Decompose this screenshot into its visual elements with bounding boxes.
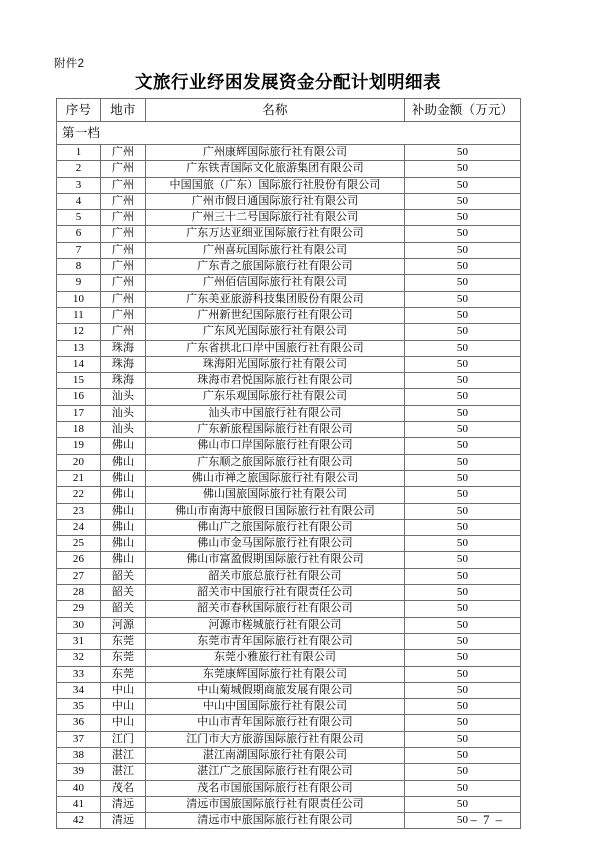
cell-city: 中山 [101, 682, 146, 698]
cell-city: 东莞 [101, 666, 146, 682]
cell-name: 中国国旅（广东）国际旅行社股份有限公司 [146, 177, 405, 193]
table-body [57, 122, 521, 829]
cell-index: 20 [57, 454, 101, 470]
table-row [57, 373, 521, 389]
cell-name: 韶关市旅总旅行社有限公司 [146, 568, 405, 584]
cell-amount: 50 [405, 699, 521, 715]
cell-city: 广州 [101, 193, 146, 209]
cell-city: 韶关 [101, 601, 146, 617]
cell-name: 佛山广之旅国际旅行社有限公司 [146, 519, 405, 535]
cell-index: 42 [57, 813, 101, 829]
cell-city: 珠海 [101, 356, 146, 372]
cell-name: 广东万达亚细亚国际旅行社有限公司 [146, 226, 405, 242]
cell-name: 佛山国旅国际旅行社有限公司 [146, 487, 405, 503]
table-row [57, 715, 521, 731]
cell-name: 江门市大方旅游国际旅行社有限公司 [146, 731, 405, 747]
cell-name: 珠海市君悦国际旅行社有限公司 [146, 373, 405, 389]
table-row [57, 356, 521, 372]
cell-city: 佛山 [101, 552, 146, 568]
table-row [57, 503, 521, 519]
table-row [57, 585, 521, 601]
cell-index: 32 [57, 650, 101, 666]
cell-amount: 50 [405, 764, 521, 780]
table-row [57, 226, 521, 242]
cell-city: 佛山 [101, 454, 146, 470]
cell-city: 清远 [101, 813, 146, 829]
cell-name: 清远市国旅国际旅行社有限责任公司 [146, 796, 405, 812]
cell-amount: 50 [405, 650, 521, 666]
table-row [57, 242, 521, 258]
table-row [57, 340, 521, 356]
allocation-table [56, 98, 521, 829]
cell-amount: 50 [405, 161, 521, 177]
cell-name: 中山菊城假期商旅发展有限公司 [146, 682, 405, 698]
table-row [57, 666, 521, 682]
table-row [57, 601, 521, 617]
cell-city: 湛江 [101, 764, 146, 780]
cell-index: 28 [57, 585, 101, 601]
cell-name: 东莞市青年国际旅行社有限公司 [146, 633, 405, 649]
cell-index: 18 [57, 422, 101, 438]
cell-name: 广东乐观国际旅行社有限公司 [146, 389, 405, 405]
cell-amount: 50 [405, 307, 521, 323]
cell-amount: 50 [405, 405, 521, 421]
cell-city: 广州 [101, 226, 146, 242]
cell-amount: 50 [405, 552, 521, 568]
table-row [57, 470, 521, 486]
cell-index: 1 [57, 145, 101, 161]
column-header-index: 序号 [57, 99, 101, 122]
cell-name: 广东美亚旅游科技集团股份有限公司 [146, 291, 405, 307]
cell-city: 佛山 [101, 438, 146, 454]
cell-city: 汕头 [101, 389, 146, 405]
table-row [57, 764, 521, 780]
cell-name: 东莞小雅旅行社有限公司 [146, 650, 405, 666]
cell-amount: 50 [405, 275, 521, 291]
table-row [57, 259, 521, 275]
cell-city: 汕头 [101, 405, 146, 421]
cell-city: 广州 [101, 307, 146, 323]
attachment-label: 附件2 [54, 58, 85, 70]
column-header-name: 名称 [146, 99, 405, 122]
table-row [57, 438, 521, 454]
section-header-row [57, 122, 521, 145]
cell-name: 佛山市禅之旅国际旅行社有限公司 [146, 470, 405, 486]
cell-index: 24 [57, 519, 101, 535]
table-row [57, 161, 521, 177]
table-row [57, 699, 521, 715]
table-row [57, 617, 521, 633]
cell-index: 22 [57, 487, 101, 503]
cell-amount: 50 [405, 617, 521, 633]
cell-name: 珠海阳光国际旅行社有限公司 [146, 356, 405, 372]
table-row [57, 405, 521, 421]
table-row [57, 747, 521, 763]
cell-index: 2 [57, 161, 101, 177]
cell-city: 韶关 [101, 568, 146, 584]
cell-amount: 50 [405, 487, 521, 503]
table-row [57, 210, 521, 226]
cell-amount: 50 [405, 568, 521, 584]
cell-index: 13 [57, 340, 101, 356]
table-row [57, 454, 521, 470]
cell-name: 广东铁青国际文化旅游集团有限公司 [146, 161, 405, 177]
cell-amount: 50 [405, 780, 521, 796]
cell-index: 21 [57, 470, 101, 486]
cell-name: 中山中国国际旅行社有限公司 [146, 699, 405, 715]
cell-amount: 50 [405, 210, 521, 226]
table-row [57, 796, 521, 812]
cell-city: 河源 [101, 617, 146, 633]
cell-amount: 50 [405, 470, 521, 486]
cell-city: 广州 [101, 210, 146, 226]
cell-amount: 50 [405, 519, 521, 535]
cell-name: 清远市中旅国际旅行社有限公司 [146, 813, 405, 829]
cell-index: 27 [57, 568, 101, 584]
page-title: 文旅行业纾困发展资金分配计划明细表 [135, 72, 441, 92]
cell-city: 广州 [101, 324, 146, 340]
cell-amount: 50 [405, 226, 521, 242]
cell-city: 广州 [101, 242, 146, 258]
cell-index: 25 [57, 536, 101, 552]
cell-city: 广州 [101, 177, 146, 193]
cell-city: 珠海 [101, 373, 146, 389]
cell-amount: 50 [405, 259, 521, 275]
column-header-amount: 补助金额（万元） [405, 99, 521, 122]
cell-amount: 50 [405, 389, 521, 405]
cell-index: 23 [57, 503, 101, 519]
cell-index: 38 [57, 747, 101, 763]
section-label: 第一档 [57, 122, 521, 145]
table-row [57, 291, 521, 307]
table-row [57, 422, 521, 438]
cell-index: 30 [57, 617, 101, 633]
cell-name: 佛山市金马国际旅行社有限公司 [146, 536, 405, 552]
table-row [57, 552, 521, 568]
cell-name: 中山市青年国际旅行社有限公司 [146, 715, 405, 731]
cell-name: 广州三十二号国际旅行社有限公司 [146, 210, 405, 226]
cell-amount: 50 [405, 373, 521, 389]
page-number [0, 812, 600, 828]
table-row [57, 487, 521, 503]
cell-amount: 50 [405, 585, 521, 601]
table-row [57, 177, 521, 193]
table-row [57, 389, 521, 405]
cell-amount: 50 [405, 356, 521, 372]
cell-name: 广州喜玩国际旅行社有限公司 [146, 242, 405, 258]
cell-name: 东莞康辉国际旅行社有限公司 [146, 666, 405, 682]
cell-amount: 50 [405, 601, 521, 617]
cell-index: 16 [57, 389, 101, 405]
cell-city: 珠海 [101, 340, 146, 356]
cell-city: 广州 [101, 259, 146, 275]
table-header [57, 99, 521, 122]
cell-index: 29 [57, 601, 101, 617]
cell-city: 广州 [101, 161, 146, 177]
table-row [57, 633, 521, 649]
cell-amount: 50 [405, 813, 521, 829]
cell-name: 韶关市中国旅行社有限责任公司 [146, 585, 405, 601]
column-header-city: 地市 [101, 99, 146, 122]
cell-name: 汕头市中国旅行社有限公司 [146, 405, 405, 421]
cell-index: 12 [57, 324, 101, 340]
cell-amount: 50 [405, 666, 521, 682]
cell-index: 3 [57, 177, 101, 193]
table-row [57, 780, 521, 796]
cell-index: 10 [57, 291, 101, 307]
cell-amount: 50 [405, 454, 521, 470]
cell-index: 37 [57, 731, 101, 747]
cell-index: 6 [57, 226, 101, 242]
cell-city: 中山 [101, 699, 146, 715]
cell-index: 19 [57, 438, 101, 454]
cell-city: 佛山 [101, 519, 146, 535]
cell-name: 广州新世纪国际旅行社有限公司 [146, 307, 405, 323]
cell-index: 5 [57, 210, 101, 226]
cell-index: 9 [57, 275, 101, 291]
cell-index: 17 [57, 405, 101, 421]
cell-amount: 50 [405, 291, 521, 307]
cell-city: 清远 [101, 796, 146, 812]
cell-index: 14 [57, 356, 101, 372]
table-row [57, 536, 521, 552]
cell-name: 湛江广之旅国际旅行社有限公司 [146, 764, 405, 780]
cell-name: 韶关市春秋国际旅行社有限公司 [146, 601, 405, 617]
cell-city: 韶关 [101, 585, 146, 601]
cell-index: 31 [57, 633, 101, 649]
cell-amount: 50 [405, 242, 521, 258]
cell-amount: 50 [405, 177, 521, 193]
cell-index: 35 [57, 699, 101, 715]
cell-city: 汕头 [101, 422, 146, 438]
table-row [57, 650, 521, 666]
cell-name: 佛山市南海中旅假日国际旅行社有限公司 [146, 503, 405, 519]
cell-name: 广东风光国际旅行社有限公司 [146, 324, 405, 340]
cell-index: 41 [57, 796, 101, 812]
cell-name: 广东顺之旅国际旅行社有限公司 [146, 454, 405, 470]
cell-index: 7 [57, 242, 101, 258]
cell-name: 湛江南湖国际旅行社有限公司 [146, 747, 405, 763]
cell-name: 广州佰信国际旅行社有限公司 [146, 275, 405, 291]
cell-index: 4 [57, 193, 101, 209]
cell-amount: 50 [405, 536, 521, 552]
table-row [57, 568, 521, 584]
cell-amount: 50 [405, 193, 521, 209]
cell-amount: 50 [405, 682, 521, 698]
cell-city: 东莞 [101, 650, 146, 666]
cell-amount: 50 [405, 731, 521, 747]
cell-amount: 50 [405, 503, 521, 519]
cell-city: 湛江 [101, 747, 146, 763]
cell-name: 茂名市国旅国际旅行社有限公司 [146, 780, 405, 796]
cell-amount: 50 [405, 633, 521, 649]
allocation-table-container [56, 98, 520, 829]
cell-city: 广州 [101, 275, 146, 291]
cell-city: 广州 [101, 291, 146, 307]
cell-name: 广东青之旅国际旅行社有限公司 [146, 259, 405, 275]
cell-index: 34 [57, 682, 101, 698]
cell-city: 佛山 [101, 503, 146, 519]
cell-name: 广州市假日通国际旅行社有限公司 [146, 193, 405, 209]
table-row [57, 324, 521, 340]
cell-city: 东莞 [101, 633, 146, 649]
cell-city: 佛山 [101, 470, 146, 486]
table-row [57, 682, 521, 698]
cell-city: 佛山 [101, 536, 146, 552]
cell-amount: 50 [405, 422, 521, 438]
cell-index: 39 [57, 764, 101, 780]
cell-city: 茂名 [101, 780, 146, 796]
cell-amount: 50 [405, 715, 521, 731]
cell-name: 佛山市口岸国际旅行社有限公司 [146, 438, 405, 454]
table-row [57, 519, 521, 535]
cell-index: 33 [57, 666, 101, 682]
cell-name: 河源市槎城旅行社有限公司 [146, 617, 405, 633]
cell-amount: 50 [405, 324, 521, 340]
cell-amount: 50 [405, 796, 521, 812]
cell-name: 佛山市富盈假期国际旅行社有限公司 [146, 552, 405, 568]
cell-city: 中山 [101, 715, 146, 731]
cell-amount: 50 [405, 145, 521, 161]
cell-amount: 50 [405, 438, 521, 454]
cell-index: 15 [57, 373, 101, 389]
cell-amount: 50 [405, 747, 521, 763]
cell-city: 佛山 [101, 487, 146, 503]
cell-name: 广东省拱北口岸中国旅行社有限公司 [146, 340, 405, 356]
table-row [57, 145, 521, 161]
table-header-row [57, 99, 521, 122]
cell-index: 11 [57, 307, 101, 323]
cell-name: 广东新旅程国际旅行社有限公司 [146, 422, 405, 438]
table-row [57, 307, 521, 323]
page-number-text: – 7 – [470, 813, 504, 827]
cell-name: 广州康辉国际旅行社有限公司 [146, 145, 405, 161]
cell-city: 江门 [101, 731, 146, 747]
cell-index: 8 [57, 259, 101, 275]
cell-index: 26 [57, 552, 101, 568]
cell-city: 广州 [101, 145, 146, 161]
cell-index: 36 [57, 715, 101, 731]
cell-amount: 50 [405, 340, 521, 356]
table-row [57, 275, 521, 291]
cell-index: 40 [57, 780, 101, 796]
table-row [57, 193, 521, 209]
table-row [57, 731, 521, 747]
